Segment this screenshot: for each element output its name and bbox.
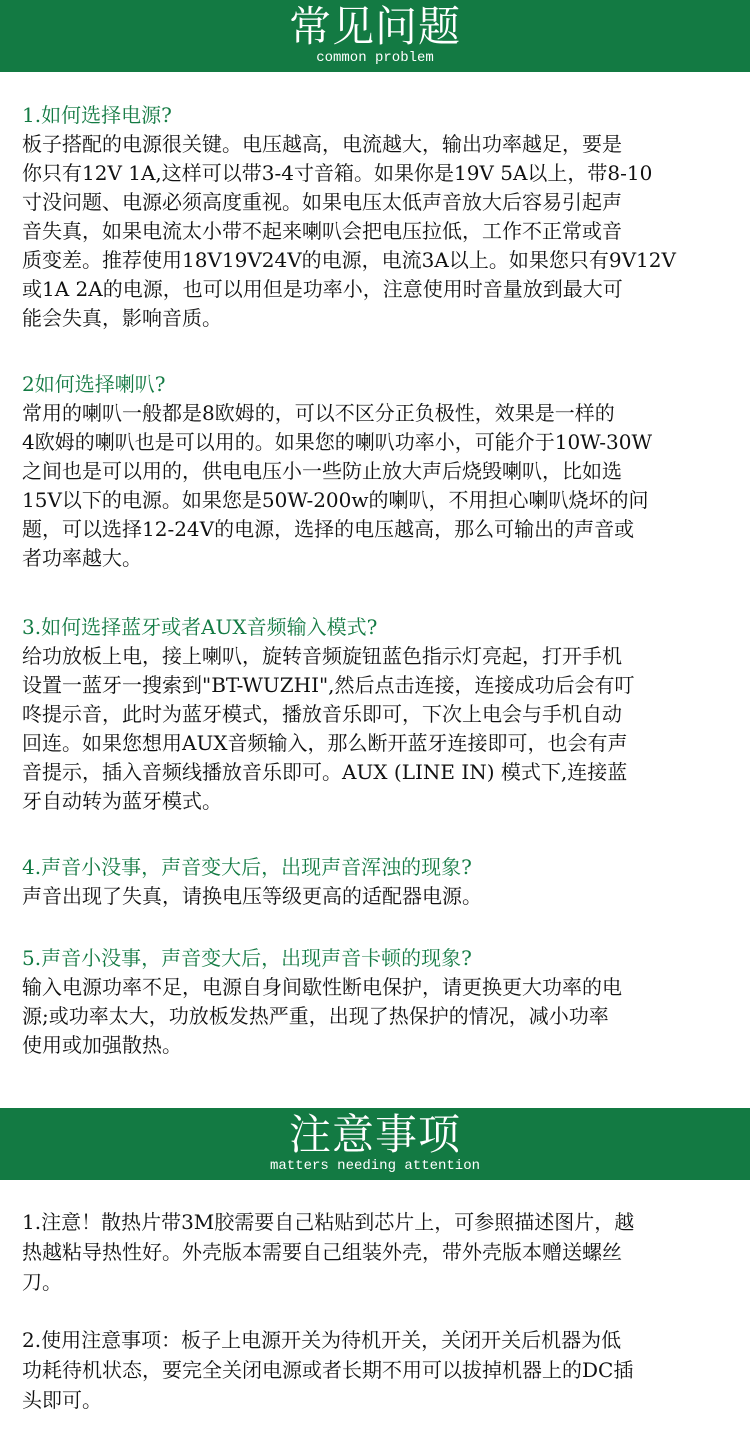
answer-line: 给功放板上电，接上喇叭，旋转音频旋钮蓝色指示灯亮起，打开手机 — [22, 644, 622, 668]
faq-answer — [22, 973, 744, 1060]
faq-question: 4.声音小没事，声音变大后，出现声音浑浊的现象? — [22, 855, 472, 879]
notice-line: 头即可。 — [22, 1388, 102, 1412]
faq-question: 2如何选择喇叭? — [22, 372, 166, 396]
faq-header-title: 常见问题 — [288, 2, 461, 51]
answer-line: 题，可以选择12-24V的电源，选择的电压越高，那么可输出的声音或 — [22, 517, 635, 541]
faq-item-2 — [22, 370, 744, 573]
notice-header-banner — [0, 1108, 750, 1180]
faq-item-4 — [22, 853, 744, 911]
notice-line: 功耗待机状态，要完全关闭电源或者长期不用可以拔掉机器上的DC插 — [22, 1358, 634, 1382]
answer-line: 咚提示音，此时为蓝牙模式，播放音乐即可，下次上电会与手机自动 — [22, 702, 622, 726]
answer-line: 声音出现了失真，请换电压等级更高的适配器电源。 — [22, 884, 482, 908]
faq-answer — [22, 130, 744, 333]
notice-header-title: 注意事项 — [288, 1110, 461, 1159]
answer-line: 之间也是可以用的，供电电压小一些防止放大声后烧毁喇叭，比如选 — [22, 459, 622, 483]
notice-line: 1.注意！散热片带3M胶需要自己粘贴到芯片上，可参照描述图片，越 — [22, 1210, 635, 1234]
answer-line: 设置一蓝牙一搜索到"BT-WUZHI",然后点击连接，连接成功后会有叮 — [22, 673, 635, 697]
faq-answer — [22, 399, 744, 573]
notice-item-2 — [22, 1325, 744, 1415]
answer-line: 回连。如果您想用AUX音频输入，那么断开蓝牙连接即可，也会有声 — [22, 731, 628, 755]
faq-item-3 — [22, 613, 744, 816]
faq-header-subtitle: common problem — [316, 50, 434, 66]
answer-line: 15V以下的电源。如果您是50W-200w的喇叭，不用担心喇叭烧坏的问 — [22, 488, 649, 512]
answer-line: 质变差。推荐使用18V19V24V的电源，电流3A以上。如果您只有9V12V — [22, 248, 676, 272]
faq-header-banner — [0, 0, 750, 72]
notice-line: 刀。 — [22, 1270, 62, 1294]
notice-line: 2.使用注意事项：板子上电源开关为待机开关，关闭开关后机器为低 — [22, 1328, 622, 1352]
answer-line: 板子搭配的电源很关键。电压越高，电流越大，输出功率越足，要是 — [22, 132, 622, 156]
answer-line: 输入电源功率不足，电源自身间歇性断电保护，请更换更大功率的电 — [22, 975, 622, 999]
faq-question: 3.如何选择蓝牙或者AUX音频输入模式? — [22, 615, 378, 639]
answer-line: 你只有12V 1A,这样可以带3-4寸音箱。如果你是19V 5A以上，带8-10 — [22, 161, 653, 185]
faq-answer — [22, 642, 744, 816]
answer-line: 牙自动转为蓝牙模式。 — [22, 789, 222, 813]
answer-line: 源;或功率太大，功放板发热严重，出现了热保护的情况，减小功率 — [22, 1004, 609, 1028]
answer-line: 音提示，插入音频线播放音乐即可。AUX (LINE IN) 模式下,连接蓝 — [22, 760, 628, 784]
answer-line: 能会失真，影响音质。 — [22, 306, 222, 330]
notice-header-subtitle: matters needing attention — [269, 1158, 481, 1174]
answer-line: 4欧姆的喇叭也是可以用的。如果您的喇叭功率小，可能介于10W-30W — [22, 430, 653, 454]
answer-line: 者功率越大。 — [22, 546, 142, 570]
answer-line: 音失真，如果电流太小带不起来喇叭会把电压拉低，工作不正常或音 — [22, 219, 622, 243]
notice-line: 热越粘导热性好。外壳版本需要自己组装外壳，带外壳版本赠送螺丝 — [22, 1240, 622, 1264]
answer-line: 常用的喇叭一般都是8欧姆的，可以不区分正负极性，效果是一样的 — [22, 401, 615, 425]
faq-answer — [22, 882, 744, 911]
faq-question: 5.声音小没事，声音变大后，出现声音卡顿的现象? — [22, 946, 472, 970]
answer-line: 或1A 2A的电源，也可以用但是功率小，注意使用时音量放到最大可 — [22, 277, 623, 301]
answer-line: 寸没问题、电源必须高度重视。如果电压太低声音放大后容易引起声 — [22, 190, 622, 214]
notice-item-1 — [22, 1207, 744, 1297]
faq-item-1 — [22, 101, 744, 333]
answer-line: 使用或加强散热。 — [22, 1033, 182, 1057]
faq-item-5 — [22, 944, 744, 1060]
faq-question: 1.如何选择电源? — [22, 103, 172, 127]
